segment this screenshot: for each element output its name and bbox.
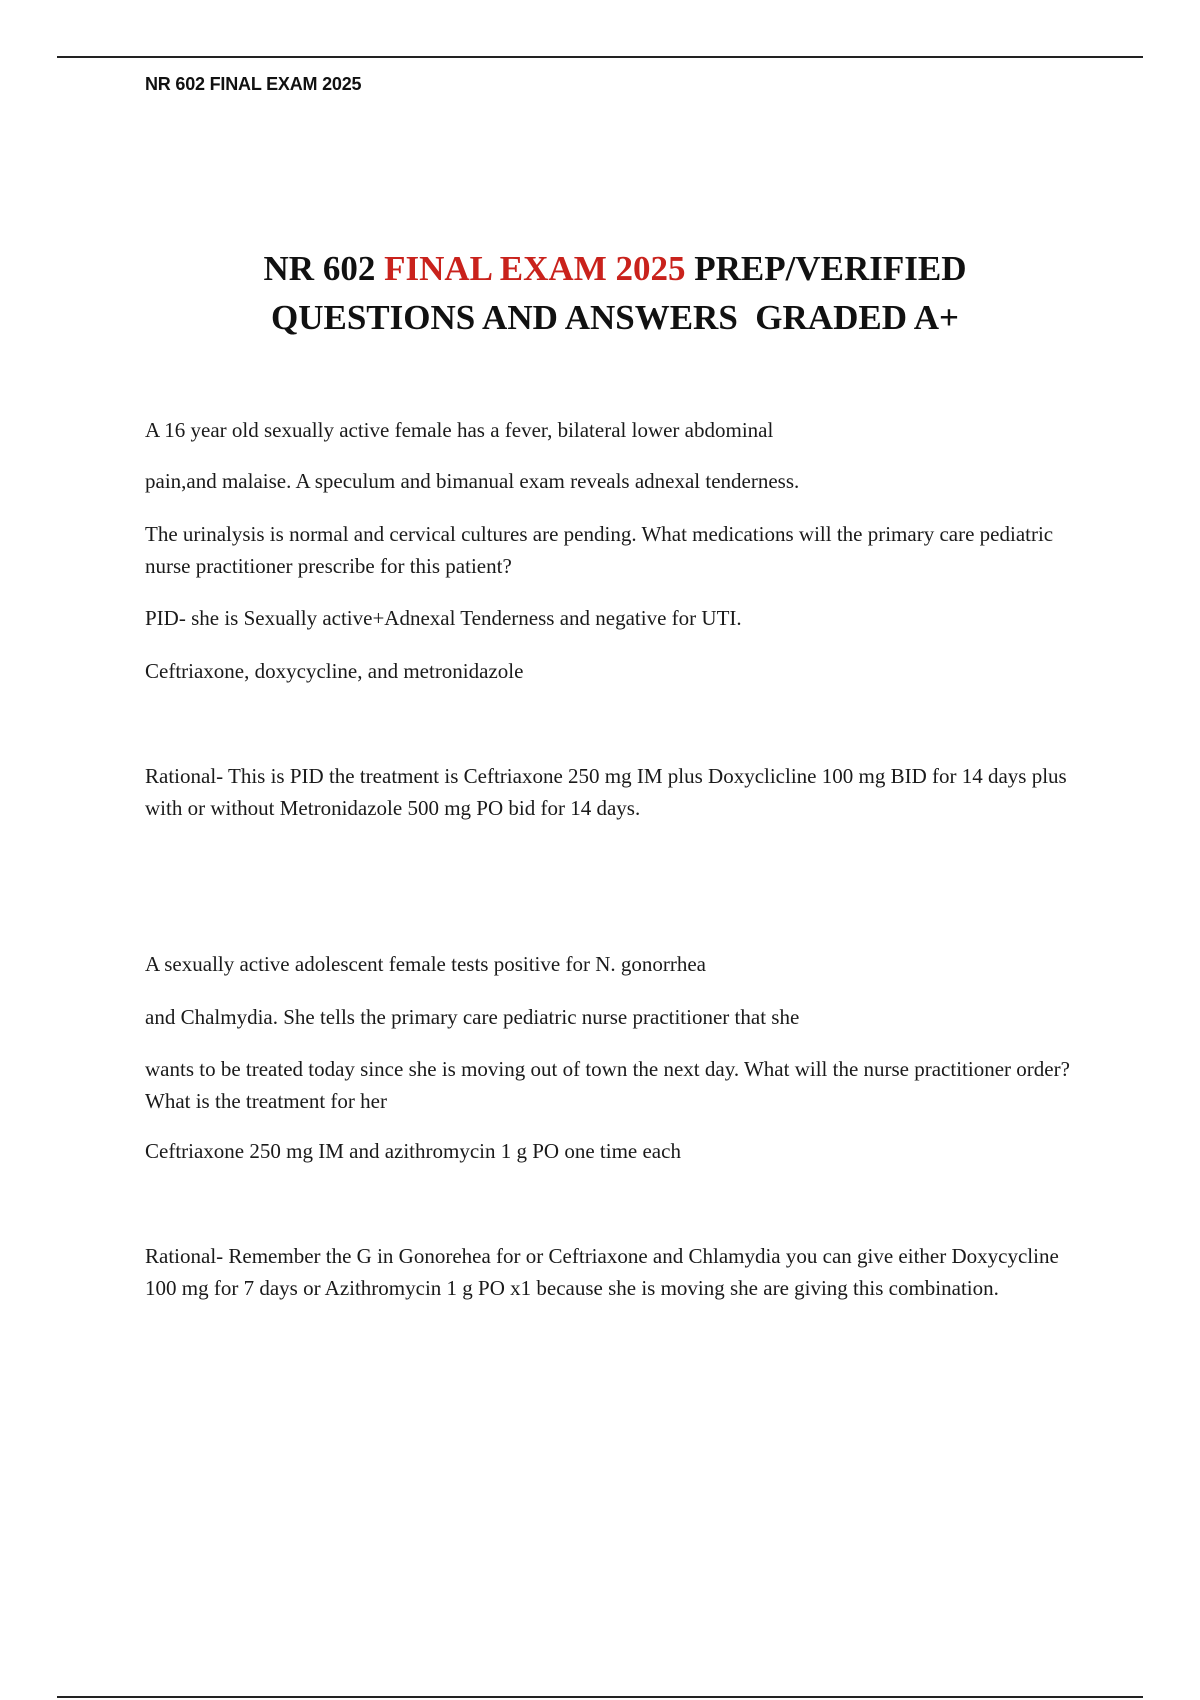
title-line-2: QUESTIONS AND ANSWERS GRADED A+ <box>270 298 960 337</box>
q1-stem-line-3: The urinalysis is normal and cervical cultures are pending. What medications will the primary care pediatric nurse practitioner prescribe for this patient? <box>145 522 1054 578</box>
q1-stem-line-1: A 16 year old sexually active female has a fever, bilateral lower abdominal <box>145 418 774 442</box>
q2-answer: Ceftriaxone 250 mg IM and azithromycin 1 g PO one time each <box>145 1139 681 1163</box>
footer-rule <box>57 1696 1143 1698</box>
q2-stem-line-1: A sexually active adolescent female tests positive for N. gonorrhea <box>145 952 706 976</box>
title-line-1 <box>0 244 1200 293</box>
q1-note: PID- she is Sexually active+Adnexal Tenderness and negative for UTI. <box>145 606 742 630</box>
q1-rationale: Rational- This is PID the treatment is Ceftriaxone 250 mg IM plus Doxyclicline 100 mg BID for 14 days plus with or without Metronidazole 500 mg PO bid for 14 days. <box>145 764 1067 820</box>
title-part-1: NR 602 <box>263 249 385 288</box>
title-part-3: PREP/VERIFIED <box>685 249 967 288</box>
q1-stem-line-2: pain,and malaise. A speculum and bimanual exam reveals adnexal tenderness. <box>145 469 800 493</box>
q2-stem-line-3: wants to be treated today since she is moving out of town the next day. What will the nurse practitioner order?What is the treatment for her <box>145 1057 1070 1113</box>
q1-answer: Ceftriaxone, doxycycline, and metronidazole <box>145 659 524 683</box>
running-header-title: NR 602 FINAL EXAM 2025 <box>145 74 362 94</box>
header-rule <box>57 56 1143 58</box>
q2-stem-line-2: and Chalmydia. She tells the primary care pediatric nurse practitioner that she <box>145 1005 800 1029</box>
q2-rationale: Rational- Remember the G in Gonorehea for or Ceftriaxone and Chlamydia you can give either Doxycycline 100 mg for 7 days or Azithromycin 1 g PO x1 because she is moving she are giving this combination. <box>145 1244 1059 1300</box>
document-title <box>0 244 1200 342</box>
title-accent: FINAL EXAM 2025 <box>384 249 686 288</box>
